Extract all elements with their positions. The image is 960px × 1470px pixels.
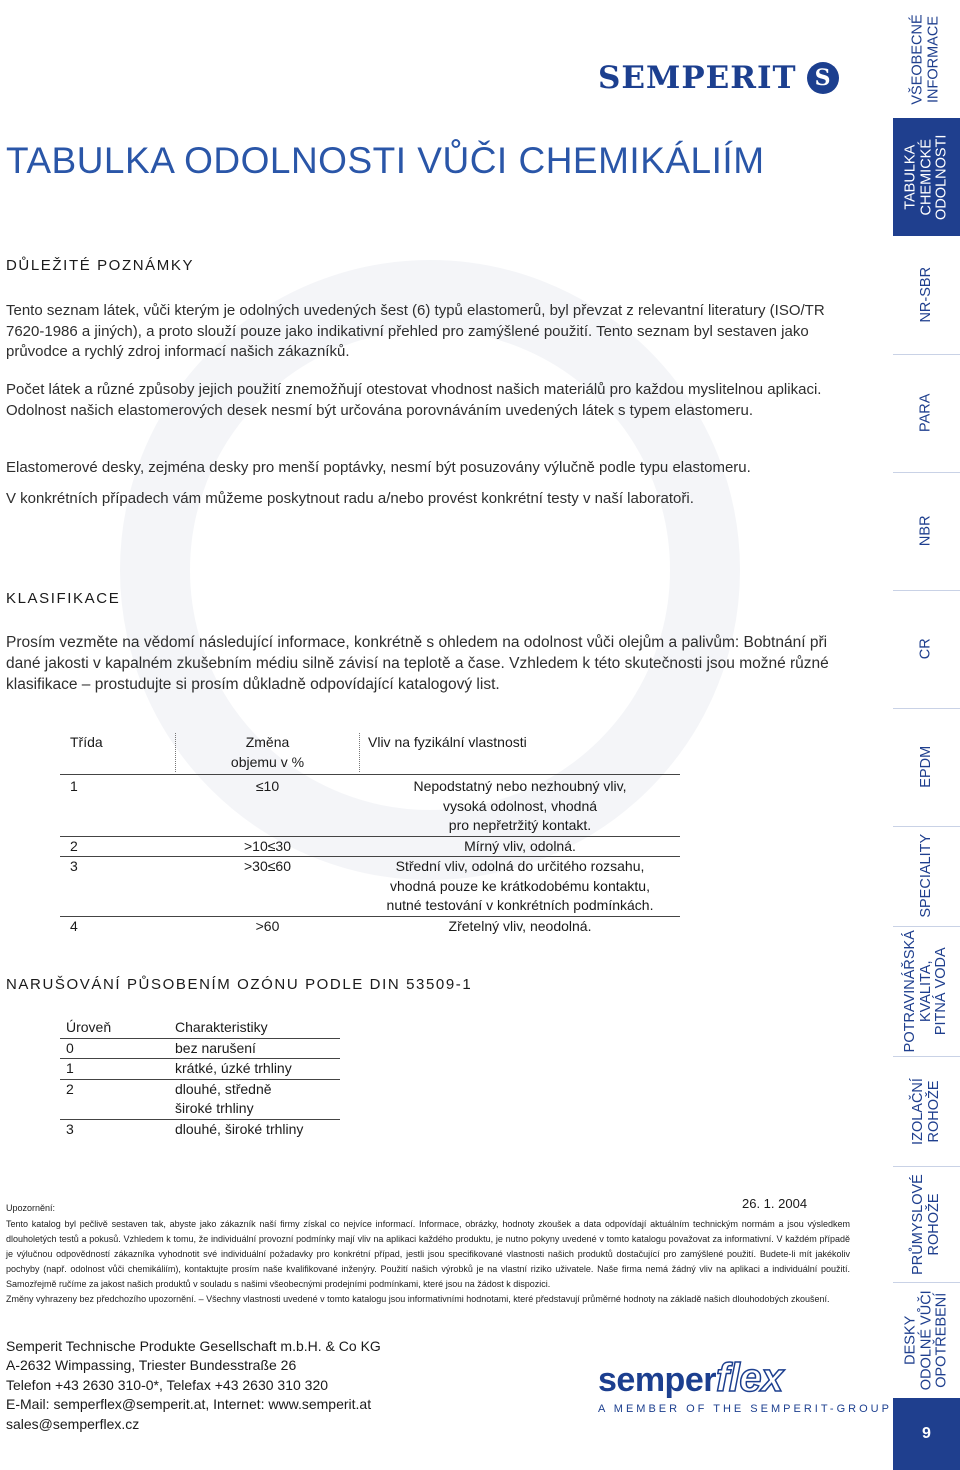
notes-paragraph-3: Elastomerové desky, zejména desky pro menší poptávky, nesmí být posuzovány výlučně podle typu elastomeru. bbox=[6, 459, 751, 476]
header-volume-change-line2: objemu v % bbox=[230, 753, 305, 770]
row-class: 1 bbox=[70, 778, 78, 794]
row-class: 2 bbox=[70, 837, 78, 854]
tab-speciality[interactable] bbox=[893, 826, 960, 926]
row-level: 2 bbox=[66, 1080, 74, 1097]
company-address bbox=[6, 1337, 381, 1434]
row-effect-line: nutné testování v konkrétních podmínkách. bbox=[386, 897, 654, 913]
company-name: Semperit Technische Produkte Gesellschaft m.b.H. & Co KG bbox=[6, 1338, 381, 1354]
section-sidebar bbox=[893, 0, 960, 1470]
disclaimer-label: Upozornění: bbox=[6, 1203, 56, 1213]
semperflex-wordmark bbox=[598, 1356, 892, 1401]
classification-table bbox=[60, 733, 680, 936]
row-effect-line: Mírný vliv, odolná. bbox=[464, 837, 576, 854]
row-change: >10≤30 bbox=[243, 837, 291, 854]
tab-insulating-mats[interactable] bbox=[893, 1056, 960, 1166]
tab-label: PARA bbox=[917, 393, 934, 433]
ozone-table bbox=[60, 1018, 340, 1139]
page-number: 9 bbox=[893, 1398, 960, 1470]
table-row bbox=[60, 1080, 340, 1120]
semperit-logo-mark: S bbox=[807, 62, 839, 94]
row-effect-line: Střední vliv, odolná do určitého rozsahu, bbox=[395, 858, 645, 874]
tab-label: DESKY ODOLNÉ VŮČI OPOTŘEBENÍ bbox=[902, 1290, 950, 1390]
tab-label: NBR bbox=[917, 515, 934, 547]
header-level: Úroveň bbox=[66, 1019, 112, 1035]
row-effect-line: vhodná pouze ke krátkodobému kontaktu, bbox=[390, 877, 650, 894]
row-effect-line: Zřetelný vliv, neodolná. bbox=[448, 917, 592, 934]
header-class: Třída bbox=[70, 734, 103, 750]
row-effect bbox=[360, 777, 680, 836]
row-level: 3 bbox=[66, 1120, 74, 1137]
row-characteristic bbox=[175, 1080, 340, 1119]
table-row bbox=[60, 837, 680, 858]
tab-para[interactable] bbox=[893, 354, 960, 472]
semperflex-logo-semper: semper bbox=[598, 1361, 716, 1399]
ozone-table-header bbox=[60, 1018, 340, 1039]
row-effect bbox=[360, 857, 680, 916]
row-level: 0 bbox=[66, 1039, 74, 1056]
disclaimer bbox=[6, 1217, 850, 1307]
semperit-logo-text: SEMPERIT bbox=[598, 60, 797, 96]
tab-label: VŠEOBECNÉ INFORMACE bbox=[910, 13, 942, 105]
row-change: ≤10 bbox=[255, 778, 280, 794]
table-row bbox=[60, 1059, 340, 1080]
tab-label: POTRAVINÁŘSKÁ KVALITA, PITNÁ VODA bbox=[902, 929, 950, 1053]
row-characteristic-line: široké trhliny bbox=[175, 1100, 254, 1116]
row-characteristic: bez narušení bbox=[175, 1039, 256, 1056]
tab-label: PRŮMYSLOVÉ ROHOŽE bbox=[910, 1173, 942, 1275]
tab-label: IZOLAČNÍ ROHOŽE bbox=[910, 1077, 942, 1145]
tab-cr[interactable] bbox=[893, 590, 960, 708]
ozone-heading: NARUŠOVÁNÍ PŮSOBENÍM OZÓNU PODLE DIN 53509-1 bbox=[6, 976, 473, 993]
row-change: >60 bbox=[255, 917, 280, 934]
table-row bbox=[60, 857, 680, 917]
classification-table-header bbox=[60, 733, 680, 775]
row-effect-line: vysoká odolnost, vhodná bbox=[442, 797, 598, 814]
semperflex-logo bbox=[598, 1356, 892, 1415]
tab-general-info[interactable] bbox=[893, 0, 960, 118]
header-volume-change-line1: Změna bbox=[245, 734, 290, 750]
row-effect-line: pro nepřetržitý kontakt. bbox=[448, 817, 592, 833]
header-characteristics: Charakteristiky bbox=[175, 1019, 268, 1035]
company-email-2[interactable]: sales@semperflex.cz bbox=[6, 1415, 140, 1432]
semperflex-tagline: A MEMBER OF THE SEMPERIT-GROUP bbox=[598, 1403, 892, 1415]
classification-heading: KLASIFIKACE bbox=[6, 590, 121, 607]
row-effect bbox=[360, 917, 680, 937]
notes-paragraph-2: Počet látek a různé způsoby jejich použití znemožňují otestovat vhodnost našich materiálů pro každou myslitelnou aplikaci. Odolnost našich elastomerových desek nesmí být určována porovnáváním uvedených látek s typem elastomeru. bbox=[6, 381, 822, 419]
row-class: 3 bbox=[70, 858, 78, 874]
page-title: TABULKA ODOLNOSTI VŮČI CHEMIKÁLIÍM bbox=[6, 140, 765, 181]
company-phone: Telefon +43 2630 310-0*, Telefax +43 2630 310 320 bbox=[6, 1376, 329, 1393]
row-class: 4 bbox=[70, 917, 78, 934]
row-characteristic-line: dlouhé, středně bbox=[175, 1080, 272, 1097]
row-characteristic: dlouhé, široké trhliny bbox=[175, 1120, 304, 1137]
semperit-logo bbox=[598, 60, 839, 96]
company-street: A-2632 Wimpassing, Triester Bundesstraße 26 bbox=[6, 1357, 297, 1374]
row-level: 1 bbox=[66, 1060, 74, 1076]
tab-label: EPDM bbox=[917, 746, 934, 788]
tab-chemical-resistance[interactable] bbox=[893, 118, 960, 236]
table-row bbox=[60, 917, 680, 937]
document-date: 26. 1. 2004 bbox=[742, 1196, 808, 1211]
tab-epdm[interactable] bbox=[893, 708, 960, 826]
row-characteristic: krátké, úzké trhliny bbox=[175, 1060, 292, 1076]
semperflex-logo-flex: flex bbox=[715, 1356, 783, 1400]
row-effect-line: Nepodstatný nebo nezhoubný vliv, bbox=[413, 778, 627, 794]
tab-label: TABULKA CHEMICKÉ ODOLNOSTI bbox=[902, 134, 950, 220]
tab-nbr[interactable] bbox=[893, 472, 960, 590]
disclaimer-text: Tento katalog byl pečlivě sestaven tak, abyste jako zákazník naší firmy získal co nejvíce informací. Informace, obrázky, hodnoty zkoušek a data odpovídají aktuálním technickým normám a jsou výsledkem dlouholetých testů a pokusů. Vzhledem k tomu, že individuální provozní podmínky mají vliv na aplikaci každého produktu, je nutno pokyny uvedené v tomto katalogu považovat za informativní. V každém případě je výlučnou odpovědností zákazníka vyhodnotit své individuální požadavky pro konkrétní případ, jestli jsou specifikované vlastnosti našich produktů dostačující pro zamýšlené použití. Budete-li mít jakékoliv pochyby (např. odolnost vůči chemikáliím), kontaktujte prosím naše kvalifikované inženýry. Použití našich výrobků je na vlastní riziko uživatele. Naše firma nemá žádný vliv na aplikaci a individuální použití. Samozřejmě ručíme za jakost našich produktů v souladu s našimi všeobecnými prodejními podmínkami, které jsou na žádost k dispozici. bbox=[6, 1219, 850, 1289]
notes-paragraph-4: V konkrétních případech vám můžeme poskytnout radu a/nebo provést konkrétní testy v naší laboratoři. bbox=[6, 490, 694, 507]
tab-label: CR bbox=[917, 638, 934, 660]
row-change: >30≤60 bbox=[243, 858, 291, 874]
company-email[interactable]: E-Mail: semperflex@semperit.at, Internet: www.semperit.at bbox=[6, 1396, 372, 1413]
tab-label: SPECIALITY bbox=[917, 834, 934, 918]
classification-paragraph: Prosím vezměte na vědomí následující informace, konkrétně s ohledem na odolnost vůči olejům a palivům: Bobtnání při dané jakosti v kapalném zkušebním médiu silně závisí na teplotě a čase. Vzhledem k této skutečnosti jsou možné různé klasifikace – prostudujte si prosím důkladně odpovídající katalogový list. bbox=[6, 634, 829, 693]
tab-industrial-mats[interactable] bbox=[893, 1166, 960, 1282]
notes-heading: DŮLEŽITÉ POZNÁMKY bbox=[6, 257, 195, 274]
table-row bbox=[60, 777, 680, 837]
table-row bbox=[60, 1120, 340, 1140]
row-effect bbox=[360, 837, 680, 857]
tab-wear-resistant[interactable] bbox=[893, 1282, 960, 1398]
header-effect: Vliv na fyzikální vlastnosti bbox=[368, 734, 527, 750]
header-volume-change bbox=[175, 733, 360, 772]
disclaimer-text-2: Změny vyhrazeny bez předchozího upozornění. – Všechny vlastnosti uvedené v tomto katalogu jsou informativními hodnotami, které představují průměrné hodnoty na základě našich dlouhodobých zkoušení. bbox=[6, 1294, 830, 1304]
tab-label: NR-SBR bbox=[917, 267, 934, 323]
notes-paragraph-1: Tento seznam látek, vůči kterým je odolných uvedených šest (6) typů elastomerů, byl převzat z relevantní literatury (ISO/TR 7620-1986 a jiných), a proto slouží pouze jako indikativní přehled pro zamýšlené použití. Tento seznam byl sestaven jako průvodce a rychlý zdroj informací našich zákazníků. bbox=[6, 302, 825, 360]
table-row bbox=[60, 1039, 340, 1060]
tab-nr-sbr[interactable] bbox=[893, 236, 960, 354]
tab-food-quality[interactable] bbox=[893, 926, 960, 1056]
